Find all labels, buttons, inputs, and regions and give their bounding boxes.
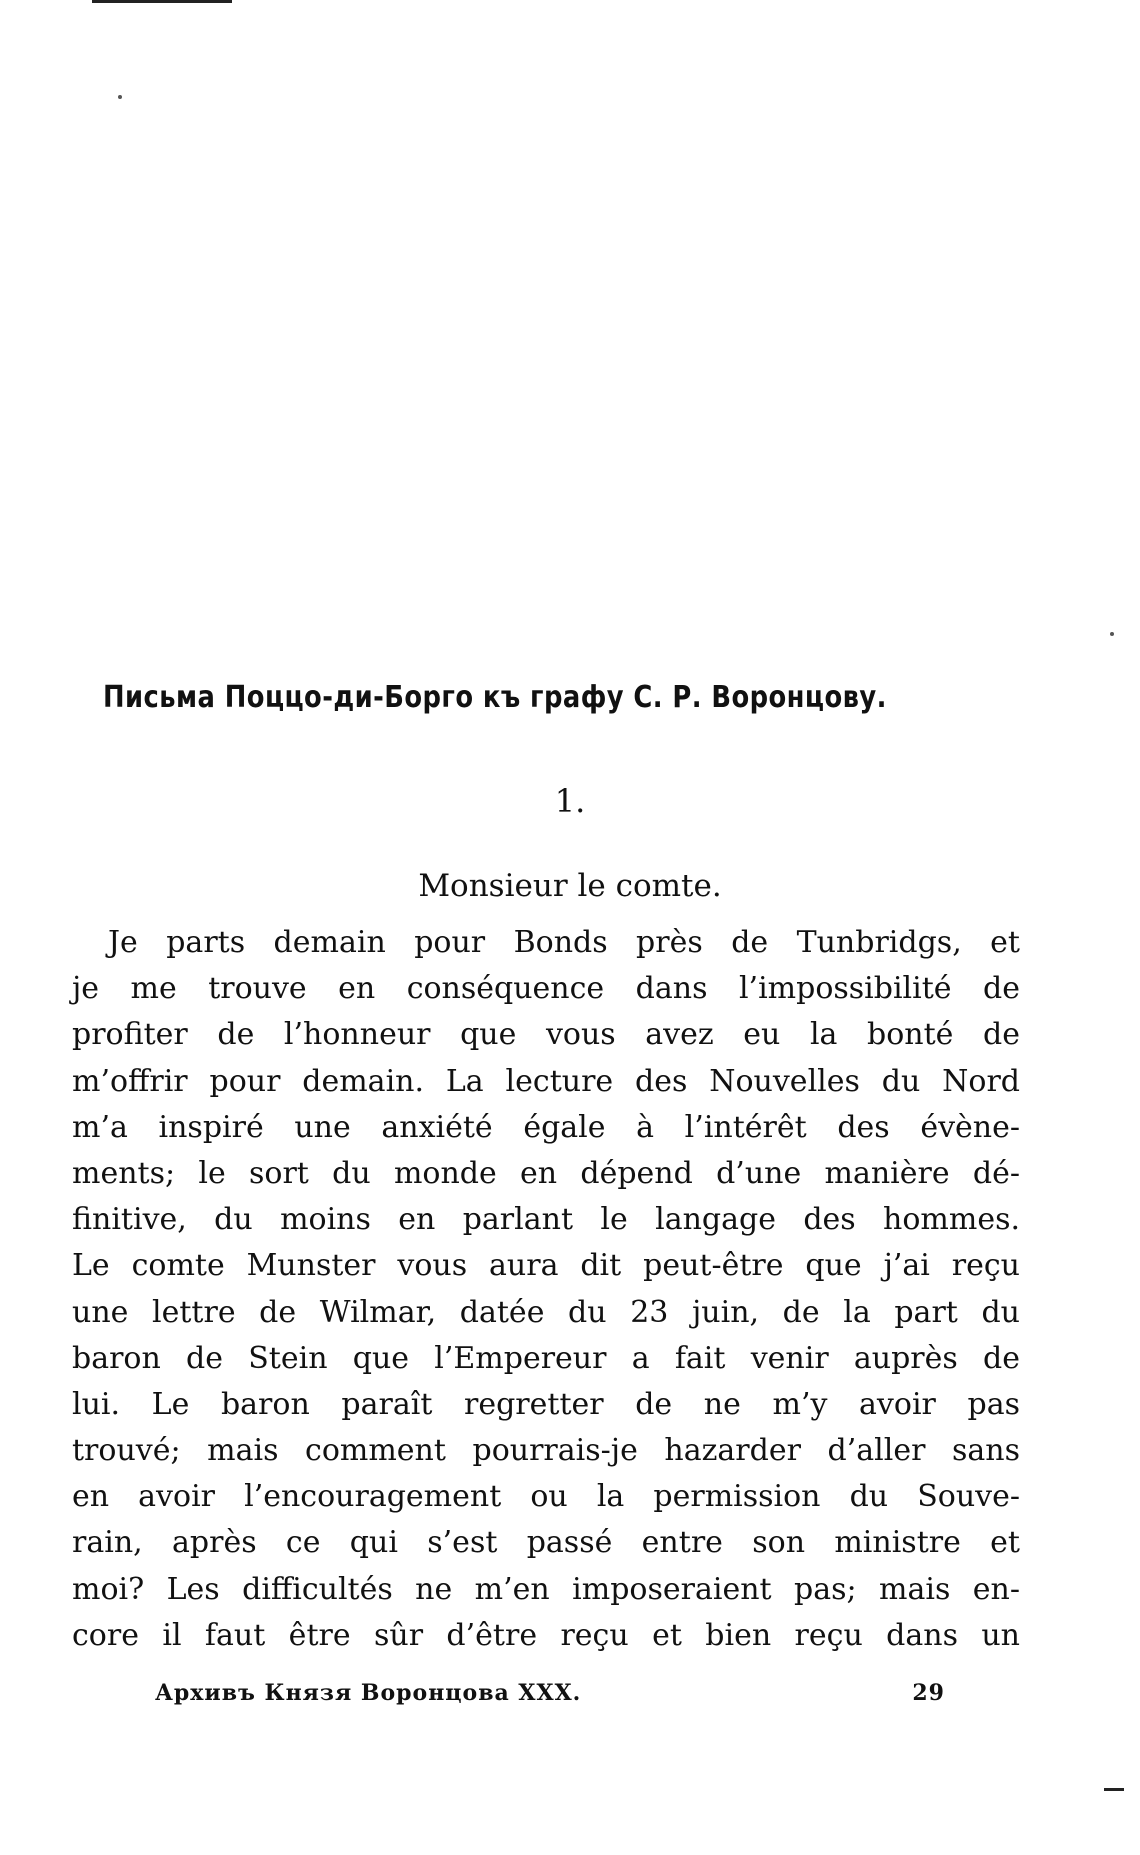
archive-title: Архивъ Князя Воронцова XXX. xyxy=(155,1680,582,1706)
page-footer xyxy=(155,1680,945,1706)
letter-number: 1. xyxy=(554,782,586,820)
body-line: rain, après ce qui s’est passé entre son ministre et xyxy=(72,1525,1020,1561)
page-heading: Письма Поццо-ди-Борго къ графу С. Р. Воронцову. xyxy=(103,680,887,715)
top-rule xyxy=(92,0,232,3)
body-line: m’offrir pour demain. La lecture des Nouvelles du Nord xyxy=(72,1063,1020,1099)
letter-body xyxy=(72,920,1020,1659)
body-line: lui. Le baron paraît regretter de ne m’y avoir pas xyxy=(72,1386,1020,1422)
body-line: finitive, du moins en parlant le langage des hommes. xyxy=(72,1202,1020,1238)
body-line: une lettre de Wilmar, datée du 23 juin, de la part du xyxy=(72,1294,1020,1330)
body-line: baron de Stein que l’Empereur a fait venir auprès de xyxy=(72,1340,1020,1376)
body-line: ments; le sort du monde en dépend d’une manière dé- xyxy=(72,1155,1020,1191)
bottom-mark xyxy=(1104,1788,1124,1791)
body-line: Le comte Munster vous aura dit peut-être que j’ai reçu xyxy=(72,1248,1020,1284)
body-line: Je parts demain pour Bonds près de Tunbridgs, et xyxy=(108,925,1020,960)
salutation: Monsieur le comte. xyxy=(418,868,722,904)
body-line: core il faut être sûr d’être reçu et bien reçu dans un xyxy=(72,1617,1020,1653)
body-line: m’a inspiré une anxiété égale à l’intérêt des évène- xyxy=(72,1109,1020,1145)
body-line: moi? Les difficultés ne m’en imposeraient pas; mais en- xyxy=(72,1571,1020,1607)
scan-speck xyxy=(118,95,122,99)
body-line: en avoir l’encouragement ou la permission du Souve- xyxy=(72,1479,1020,1515)
page-number: 29 xyxy=(912,1680,945,1706)
scan-speck xyxy=(1110,632,1114,636)
body-line: trouvé; mais comment pourrais-je hazarder d’aller sans xyxy=(72,1433,1020,1469)
body-line: profiter de l’honneur que vous avez eu la bonté de xyxy=(72,1017,1020,1053)
body-line: je me trouve en conséquence dans l’impossibilité de xyxy=(72,971,1020,1007)
